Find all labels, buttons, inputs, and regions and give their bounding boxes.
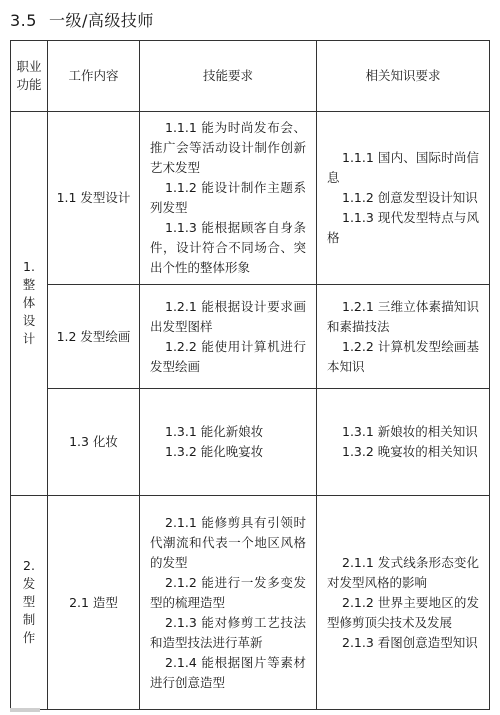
knowledge-line: 2.1.3 看图创意造型知识 [342,634,478,650]
table-row [11,285,490,389]
page-edge-mark [10,708,40,712]
header-work: 工作内容 [48,41,140,112]
knowledge-cell [317,285,490,389]
skill-line: 1.2.1 能根据设计要求画出发型图样 [150,298,306,334]
skill-line: 2.1.1 能修剪具有引领时代潮流和代表一个地区风格的发型 [150,514,306,570]
section-heading [10,10,154,32]
knowledge-line: 1.3.1 新娘妆的相关知识 [342,424,478,439]
knowledge-line: 1.2.1 三维立体素描知识和素描技法 [327,298,479,334]
knowledge-line: 1.3.2 晚宴妆的相关知识 [342,444,478,459]
section-number: 3.5 [10,11,37,30]
function-cell-production [11,496,48,710]
table-row [11,496,490,710]
work-cell: 2.1 造型 [48,496,140,710]
knowledge-line: 1.1.2 创意发型设计知识 [342,190,478,205]
skill-line: 1.1.1 能为时尚发布会、推广会等活动设计制作创新艺术发型 [150,120,306,175]
header-function [11,41,48,112]
skill-line: 2.1.4 能根据图片等素材进行创意造型 [150,654,306,690]
skills-cell [140,496,317,710]
header-knowledge: 相关知识要求 [317,41,490,112]
knowledge-cell [317,496,490,710]
table-row [11,112,490,285]
header-function-label: 职业功能 [16,58,42,92]
table-header-row [11,41,490,112]
header-skills: 技能要求 [140,41,317,112]
skills-table [10,40,490,710]
skill-line: 1.3.1 能化新娘妆 [165,424,264,439]
knowledge-line: 2.1.2 世界主要地区的发型修剪顶尖技术及发展 [327,594,479,630]
skills-cell [140,285,317,389]
knowledge-line: 1.1.1 国内、国际时尚信息 [327,150,479,185]
skill-line: 1.1.2 能设计制作主题系列发型 [150,180,306,215]
knowledge-cell [317,389,490,496]
work-cell: 1.3 化妆 [48,389,140,496]
section-title: 一级/高级技师 [48,11,154,30]
skills-cell [140,112,317,285]
skill-line: 1.3.2 能化晚宴妆 [165,444,264,459]
function-label: 1.整体设计 [22,259,36,346]
table-row [11,389,490,496]
skill-line: 1.2.2 能使用计算机进行发型绘画 [150,338,306,374]
skills-cell [140,389,317,496]
knowledge-line: 1.2.2 计算机发型绘画基本知识 [327,338,479,374]
function-label: 2.发型制作 [22,558,36,645]
work-cell: 1.1 发型设计 [48,112,140,285]
skill-line: 2.1.3 能对修剪工艺技法和造型技法进行革新 [150,614,306,650]
knowledge-line: 1.1.3 现代发型特点与风格 [327,210,479,245]
function-cell-design [11,112,48,496]
skill-line: 2.1.2 能进行一发多变发型的梳理造型 [150,574,306,610]
knowledge-cell [317,112,490,285]
work-cell: 1.2 发型绘画 [48,285,140,389]
knowledge-line: 2.1.1 发式线条形态变化对发型风格的影响 [327,554,479,590]
skill-line: 1.1.3 能根据顾客自身条件，设计符合不同场合、突出个性的整体形象 [150,220,306,275]
